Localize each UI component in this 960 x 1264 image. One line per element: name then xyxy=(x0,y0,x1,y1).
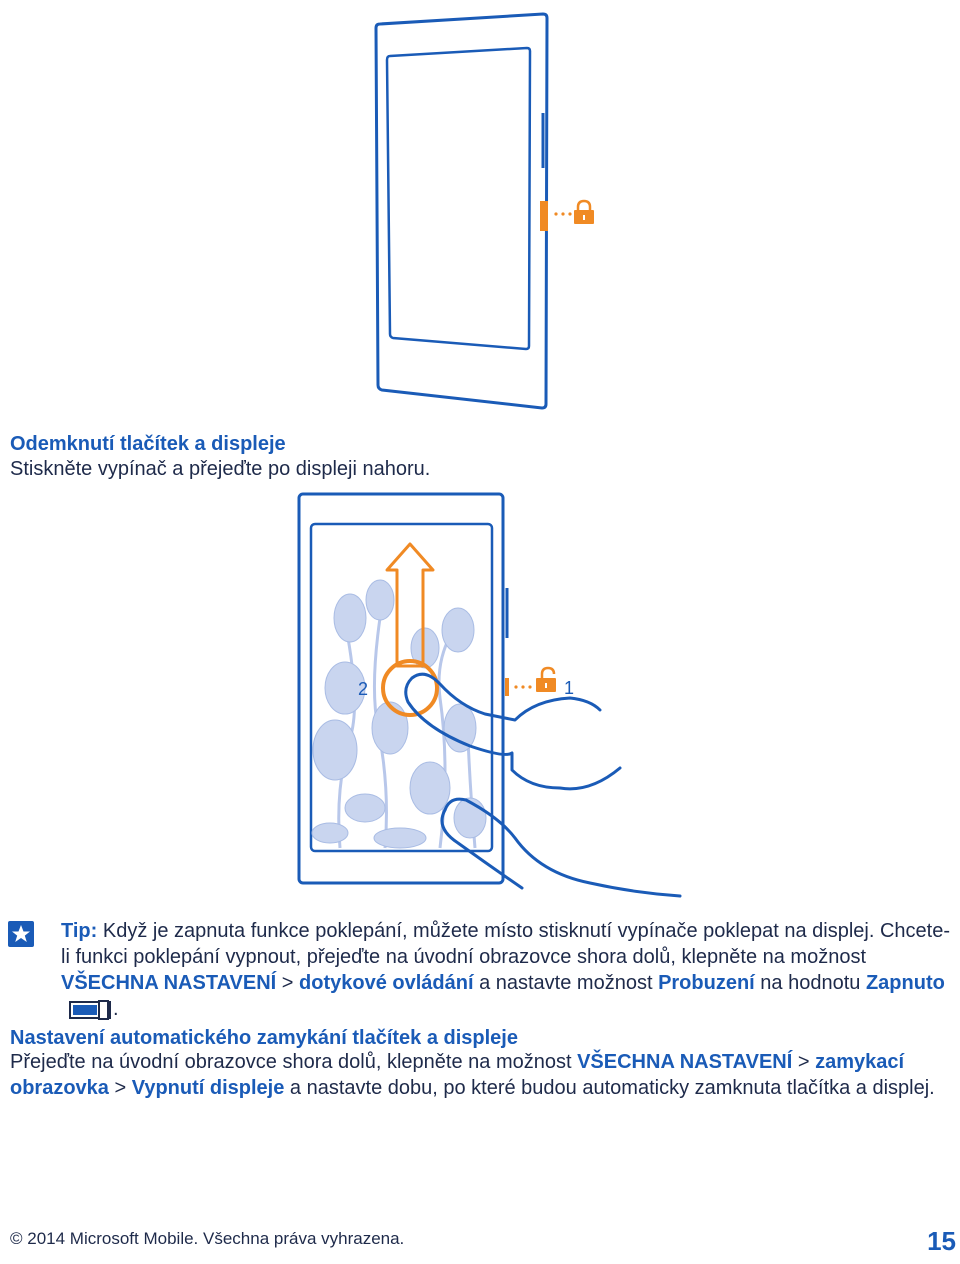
autolock-text-1: Přejeďte na úvodní obrazovce shora dolů, klepněte na možnost xyxy=(10,1051,578,1073)
unlock-icon xyxy=(536,668,556,692)
dotted-connector xyxy=(514,685,531,688)
autolock-sep-1: > xyxy=(792,1051,816,1073)
dotted-connector xyxy=(554,212,571,215)
autolock-sep-2: > xyxy=(108,1077,132,1099)
autolock-lock-screen: zamykací obrazovka xyxy=(10,1051,905,1099)
tip-text-1: Když je zapnuta funkce poklepání, můžete místo stisknutí vypínače poklepat na displej. Chcete-li funkci poklepání vypnout, přejeďte na úvodní obrazovce shora dolů, klepněte na možnost xyxy=(61,920,950,968)
toggle-on-icon xyxy=(69,1000,113,1020)
lock-icon xyxy=(574,201,594,224)
tip-wake: Probuzení xyxy=(658,972,755,994)
tip-paragraph xyxy=(61,918,956,1022)
tip-text-3: na hodnotu xyxy=(754,972,866,994)
tip-sep-1: > xyxy=(276,972,300,994)
copyright-text: © 2014 Microsoft Mobile. Všechna práva vyhrazena. xyxy=(10,1229,405,1248)
tip-text-2: a nastavte možnost xyxy=(473,972,659,994)
tip-label: Tip: xyxy=(61,920,98,942)
tip-touch: dotykové ovládání xyxy=(299,972,474,994)
autolock-all-settings: VŠECHNA NASTAVENÍ xyxy=(577,1051,793,1073)
tip-on: Zapnuto xyxy=(865,972,945,994)
page-number: 15 xyxy=(927,1226,956,1256)
section-unlock-heading: Odemknutí tlačítek a displeje xyxy=(10,433,286,455)
step-1-label: 1 xyxy=(564,678,575,698)
star-icon xyxy=(8,921,34,947)
phone-outline xyxy=(376,14,547,408)
section-autolock-text xyxy=(10,1049,950,1101)
tip-end: . xyxy=(113,998,119,1020)
step-2-label: 2 xyxy=(358,679,369,699)
section-autolock-heading: Nastavení automatického zamykání tlačítek a displeje xyxy=(10,1027,518,1049)
section-unlock-text: Stiskněte vypínač a přejeďte po displeji nahoru. xyxy=(10,458,431,480)
power-key xyxy=(540,201,548,231)
swipe-unlock-illustration xyxy=(290,488,710,908)
autolock-text-2: a nastavte dobu, po které budou automaticky zamknuta tlačítka a displej. xyxy=(284,1077,935,1099)
tip-all-settings: VŠECHNA NASTAVENÍ xyxy=(61,972,277,994)
autolock-screen-timeout: Vypnutí displeje xyxy=(131,1077,285,1099)
phone-power-key-illustration xyxy=(360,8,620,418)
